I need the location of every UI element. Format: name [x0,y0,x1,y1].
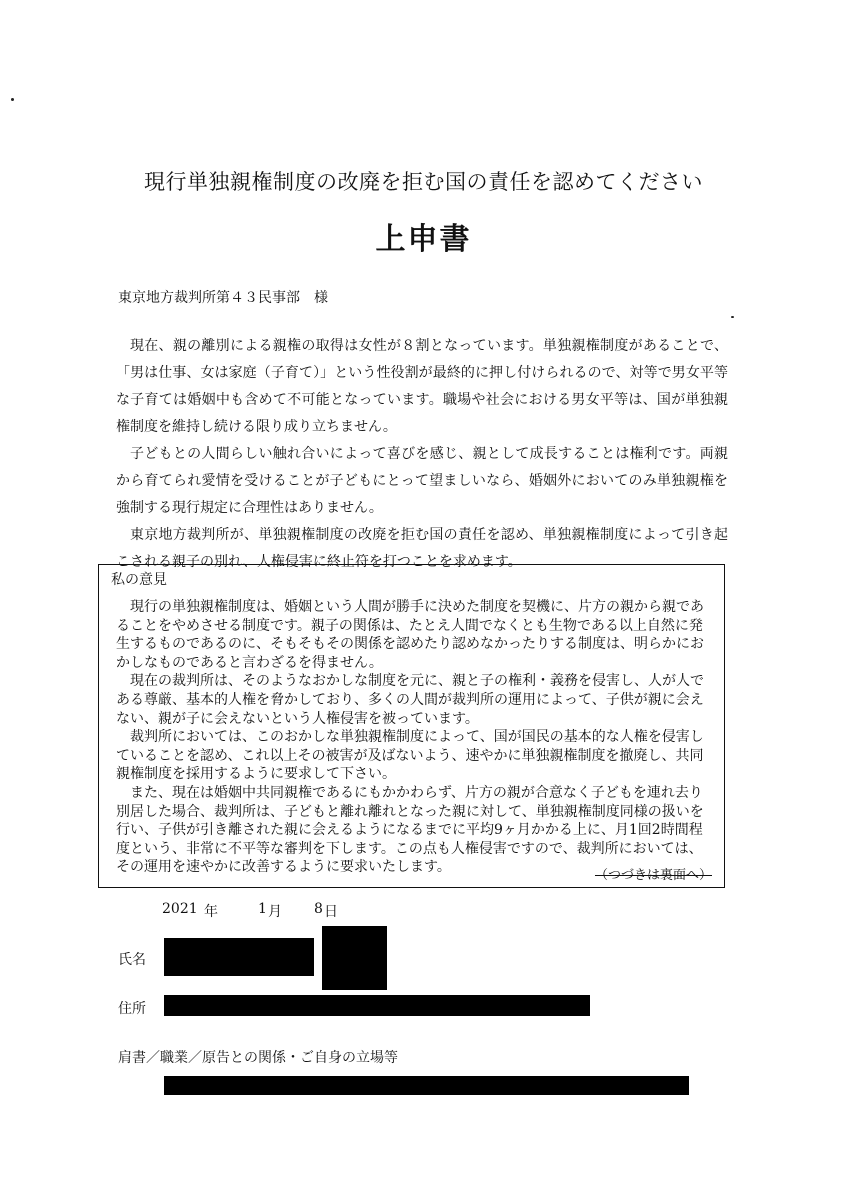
date-line [0,901,847,921]
opinion-label: 私の意見 [111,572,167,588]
name-redaction [322,926,387,990]
opinion-paragraph: 現行の単独親権制度は、婚姻という人間が勝手に決めた制度を契機に、片方の親から親であることをやめさせる制度です。親子の関係は、たとえ人間でなくとも生物である以上自然に発生するものであるのに、そもそもその関係を認めたり認めなかったりする制度は、明らかにおかしなものであると言わざるを得ません。 [116,599,704,671]
position-redaction [164,1076,689,1095]
date-month: 1 [258,901,267,917]
scan-speck [731,316,734,318]
petition-body [116,333,728,576]
opinion-paragraph: 裁判所においては、このおかしな単独親権制度によって、国が国民の基本的な人権を侵害していることを認め、これ以上その被害が及ばないよう、速やかに単独親権制度を撤廃し、共同親権制度を採用するように要求して下さい。 [116,729,704,783]
name-redaction [164,938,314,976]
address-redaction [164,995,590,1016]
opinion-paragraph: また、現在は婚姻中共同親権であるにもかかわらず、片方の親が合意なく子どもを連れ去り別居した場合、裁判所は、子どもと離れ離れとなった親に対して、単独親権制度同様の扱いを行い、子供が引き離された親に会えるようになるまでに平均9ヶ月かかる上に、月1回2時間程度という、非常に不平等な審判を下します。この点も人権侵害ですので、裁判所においては、その運用を速やかに改善するように要求いたします。 [116,784,704,876]
body-paragraph: 子どもとの人間らしい触れ合いによって喜びを感じ、親として成長することは権利です。両親から育てられ愛情を受けることが子どもにとって望ましいなら、婚姻外においてのみ単独親権を強制する現行規定に合理性はありません。 [116,446,728,516]
opinion-paragraph: 現在の裁判所は、そのようなおかしな制度を元に、親と子の権利・義務を侵害し、人が人である尊厳、基本的人権を脅かしており、多くの人間が裁判所の運用によって、子供が親に会えない、親が子に会えないという人権侵害を被っています。 [116,673,704,727]
continue-note: （つづきは裏面へ） [594,868,712,883]
position-label: 肩書／職業／原告との関係・ご自身の立場等 [118,1050,398,1066]
opinion-text [116,598,710,877]
addressee: 東京地方裁判所第４３民事部 様 [118,290,328,306]
date-year-unit: 年 [204,904,218,920]
address-label: 住所 [118,1001,146,1017]
name-label: 氏名 [118,952,146,968]
scan-speck [11,98,14,101]
date-day: 8 [314,901,323,917]
document-title: 上申書 [375,222,472,257]
document-subtitle: 現行単独親権制度の改廃を拒む国の責任を認めてください [144,170,703,194]
body-paragraph: 東京地方裁判所が、単独親権制度の改廃を拒む国の責任を認め、単独親権制度によって引き起こされる親子の別れ、人権侵害に終止符を打つことを求めます。 [116,527,728,570]
date-month-unit: 月 [268,904,282,920]
body-paragraph: 現在、親の離別による親権の取得は女性が８割となっています。単独親権制度があることで、「男は仕事、女は家庭（子育て）」という性役割が最終的に押し付けられるので、対等で男女平等な子育ては婚姻中も含めて不可能となっています。職場や社会における男女平等は、国が単独親権制度を維持し続ける限り成り立ちません。 [116,338,728,435]
date-year: 2021 [162,901,198,917]
opinion-box [98,564,725,888]
date-day-unit: 日 [324,904,338,920]
